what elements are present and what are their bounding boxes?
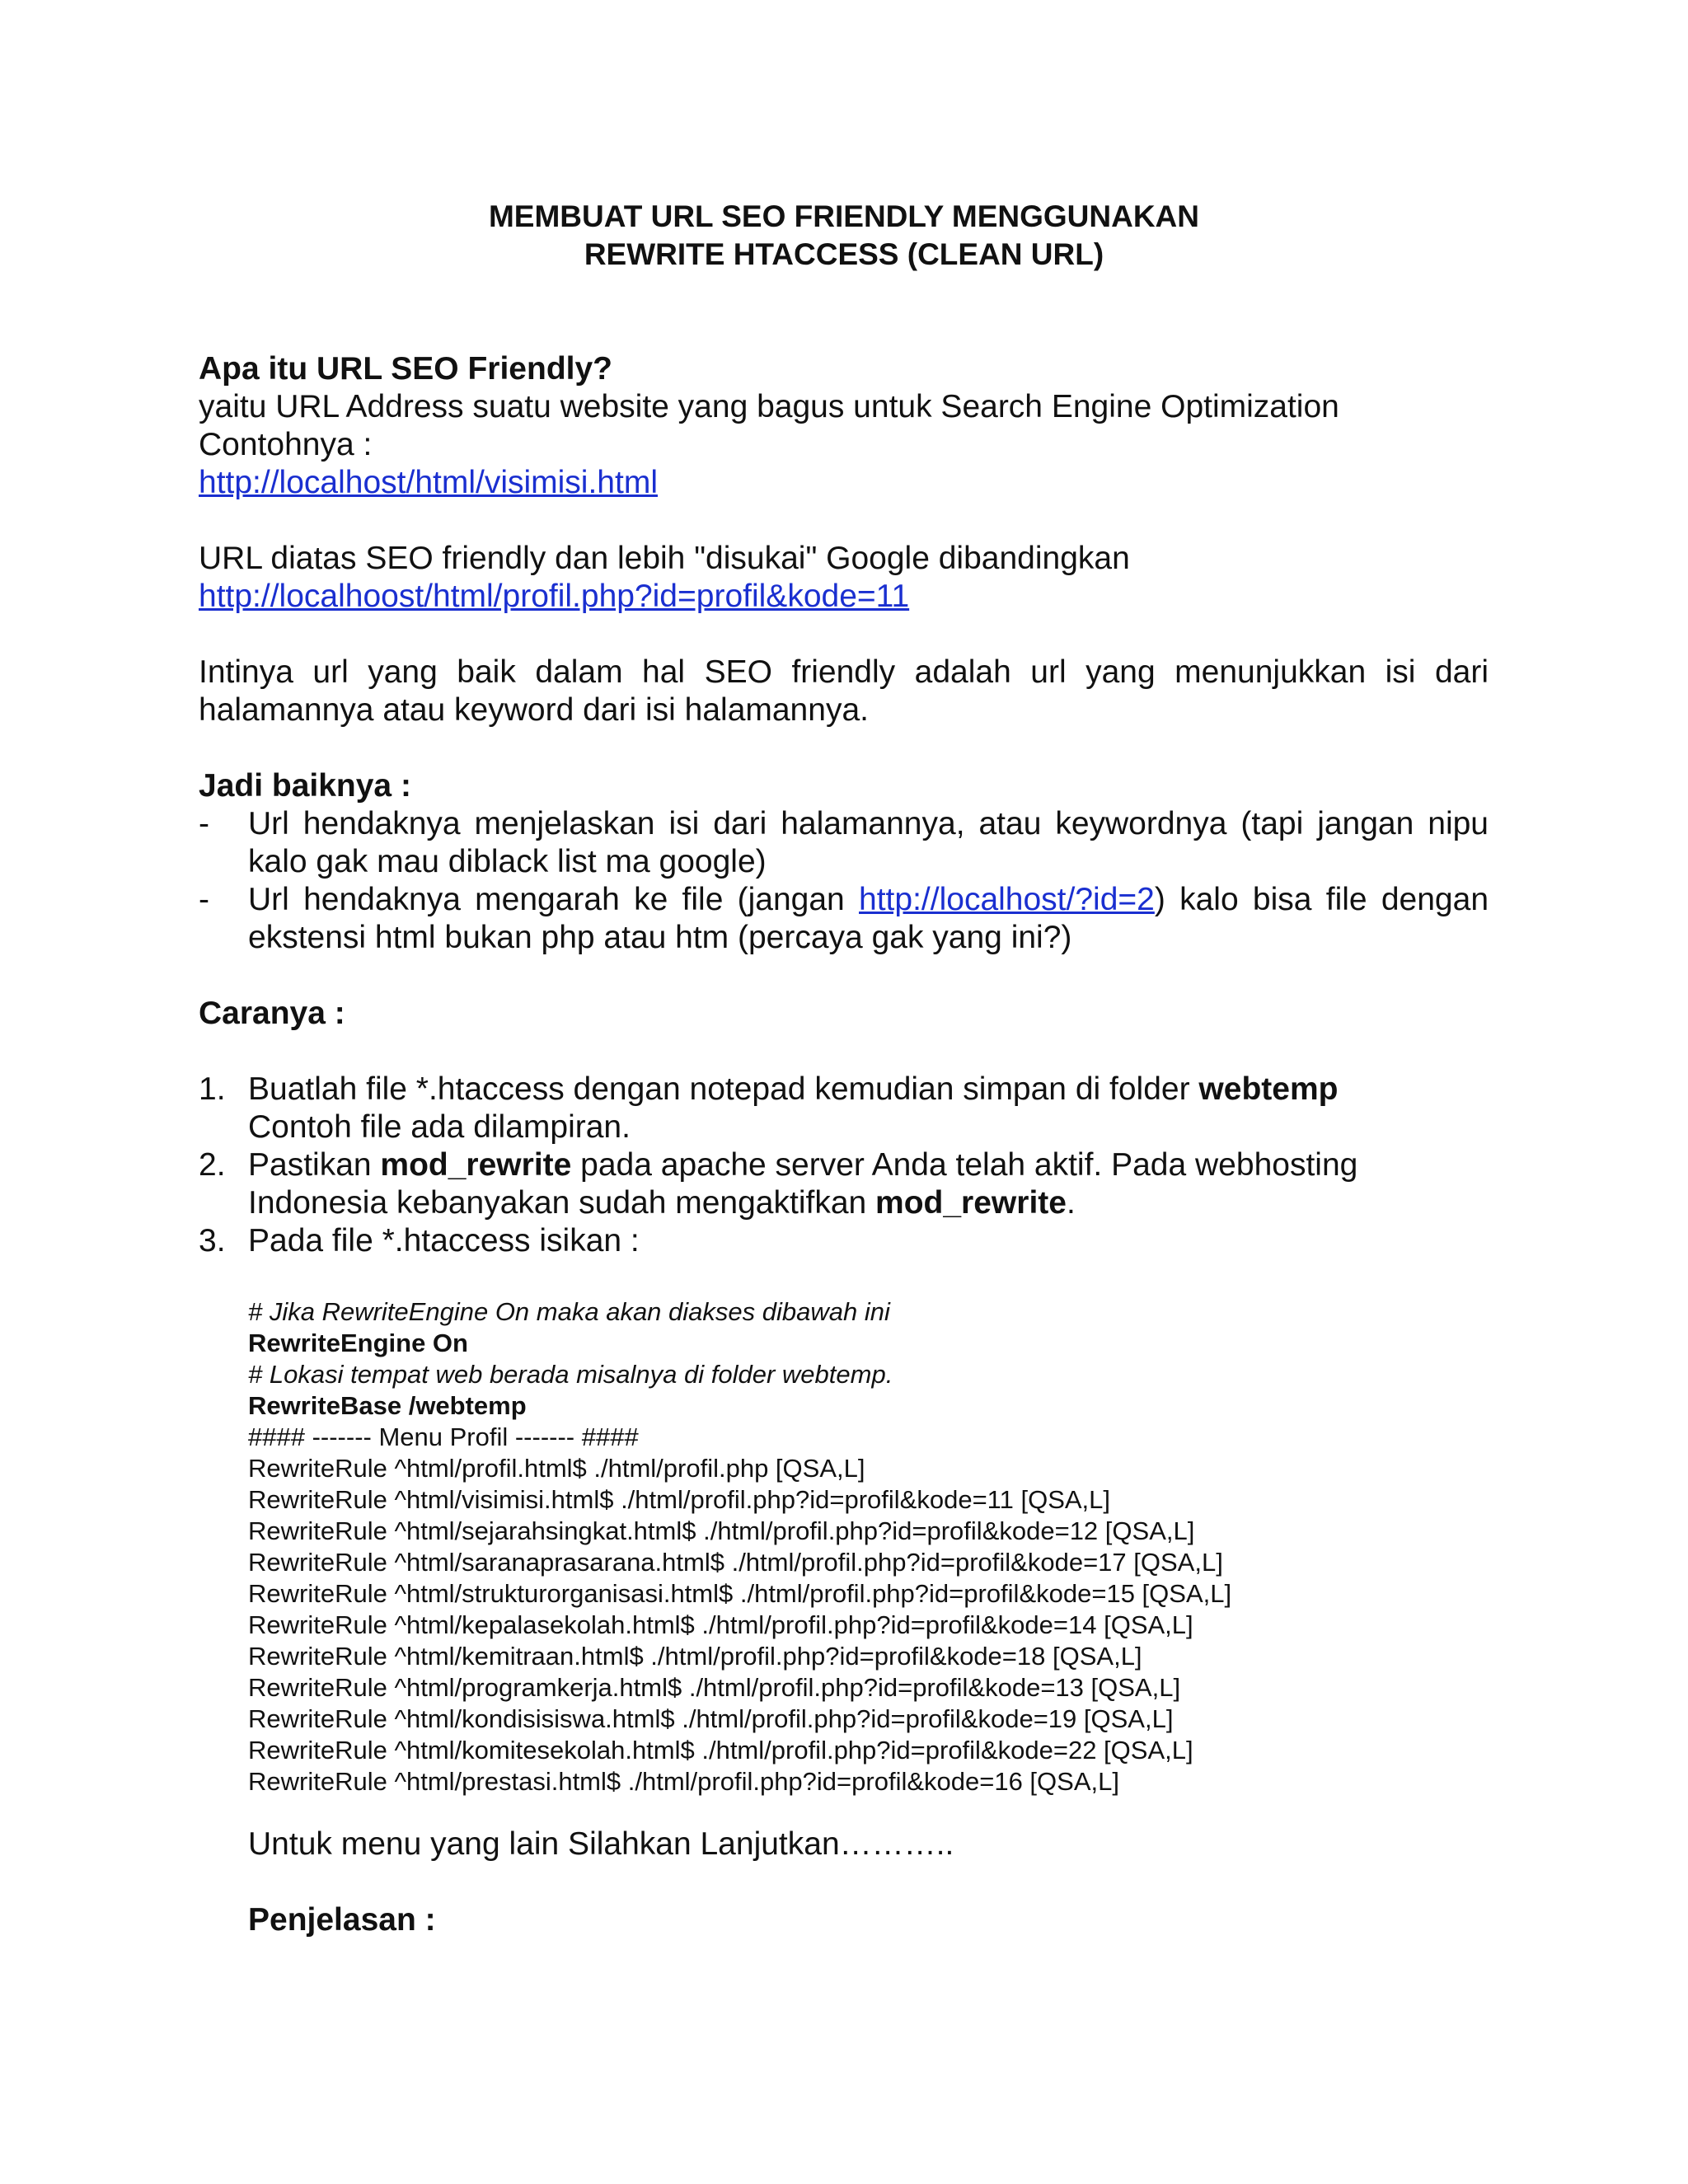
- step-2-post: .: [1066, 1185, 1076, 1221]
- document-title: [0, 198, 1688, 274]
- step-number: 3.: [199, 1223, 226, 1258]
- code-rewrite-engine: RewriteEngine On: [248, 1329, 468, 1357]
- document-body: [199, 350, 1489, 1939]
- continue-text: Untuk menu yang lain Silahkan Lanjutkan………..: [248, 1826, 954, 1862]
- code-comment-location: # Lokasi tempat web berada misalnya di folder webtemp.: [248, 1360, 893, 1389]
- code-rewrite-base: RewriteBase /webtemp: [248, 1391, 527, 1420]
- bullet-2-pre: Url hendaknya mengarah ke file (jangan: [248, 882, 860, 917]
- htaccess-code-block: [248, 1296, 1489, 1797]
- code-rewrite-rule: RewriteRule ^html/kepalasekolah.html$ ./html/profil.php?id=profil&kode=14 [QSA,L]: [248, 1610, 1193, 1639]
- comparison-text: URL diatas SEO friendly dan lebih "disukai" Google dibandingkan: [199, 541, 1130, 576]
- code-rewrite-rule: RewriteRule ^html/prestasi.html$ ./html/profil.php?id=profil&kode=16 [QSA,L]: [248, 1767, 1119, 1796]
- step-1-text: Buatlah file *.htaccess dengan notepad kemudian simpan di folder: [248, 1071, 1199, 1107]
- step-item-1: [199, 1071, 1489, 1146]
- title-line-2: REWRITE HTACCESS (CLEAN URL): [584, 237, 1104, 271]
- bullet-text-2: [248, 881, 1489, 957]
- code-rewrite-rule: RewriteRule ^html/kemitraan.html$ ./html/profil.php?id=profil&kode=18 [QSA,L]: [248, 1642, 1142, 1671]
- summary-paragraph: Intinya url yang baik dalam hal SEO friendly adalah url yang menunjukkan isi dari halamannya atau keyword dari isi halamannya.: [199, 654, 1489, 728]
- code-rewrite-rule: RewriteRule ^html/sejarahsingkat.html$ ./html/profil.php?id=profil&kode=12 [QSA,L]: [248, 1516, 1195, 1545]
- code-rewrite-rule: RewriteRule ^html/kondisisiswa.html$ ./html/profil.php?id=profil&kode=19 [QSA,L]: [248, 1704, 1174, 1733]
- title-line-1: MEMBUAT URL SEO FRIENDLY MENGGUNAKAN: [488, 199, 1199, 233]
- step-2-mid: pada apache server Anda telah aktif. Pada webhosting Indonesia kebanyakan sudah mengaktifkan: [248, 1147, 1358, 1221]
- definition-text: yaitu URL Address suatu website yang bagus untuk Search Engine Optimization: [199, 389, 1339, 424]
- bullet-mark: -: [199, 806, 209, 841]
- list-item: [199, 805, 1489, 881]
- code-rewrite-rule: RewriteRule ^html/visimisi.html$ ./html/profil.php?id=profil&kode=11 [QSA,L]: [248, 1485, 1111, 1514]
- step-1-folder: webtemp: [1198, 1071, 1339, 1107]
- step-number: 1.: [199, 1071, 226, 1107]
- code-menu-comment: #### ------- Menu Profil ------- ####: [248, 1422, 639, 1451]
- section-heading-caranya: Caranya :: [199, 996, 345, 1031]
- step-item-2: [199, 1146, 1489, 1222]
- section-heading-seo-friendly: Apa itu URL SEO Friendly?: [199, 351, 612, 387]
- code-rewrite-rule: RewriteRule ^html/saranaprasarana.html$ ./html/profil.php?id=profil&kode=17 [QSA,L]: [248, 1548, 1223, 1577]
- bullet-text-1: Url hendaknya menjelaskan isi dari halamannya, atau keywordnya (tapi jangan nipu kalo gak mau diblack list ma google): [248, 806, 1489, 879]
- list-item: [199, 881, 1489, 957]
- code-rewrite-rule: RewriteRule ^html/profil.html$ ./html/profil.php [QSA,L]: [248, 1454, 865, 1483]
- localhost-id-link[interactable]: http://localhost/?id=2: [859, 882, 1155, 917]
- example-label: Contohnya :: [199, 427, 373, 462]
- step-item-3: [199, 1222, 1489, 1260]
- step-number: 2.: [199, 1147, 226, 1183]
- code-rewrite-rule: RewriteRule ^html/komitesekolah.html$ ./html/profil.php?id=profil&kode=22 [QSA,L]: [248, 1736, 1193, 1765]
- code-rewrite-rule: RewriteRule ^html/strukturorganisasi.html$ ./html/profil.php?id=profil&kode=15 [QSA,L]: [248, 1579, 1232, 1608]
- step-2-bold-2: mod_rewrite: [875, 1185, 1067, 1221]
- step-2-bold-1: mod_rewrite: [380, 1147, 572, 1183]
- code-comment-engine: # Jika RewriteEngine On maka akan diakses dibawah ini: [248, 1297, 890, 1326]
- step-3-text: Pada file *.htaccess isikan :: [248, 1223, 640, 1258]
- section-heading-penjelasan: Penjelasan :: [248, 1902, 436, 1938]
- bullet-2-post: ) kalo bisa file dengan ekstensi html bukan php atau htm (percaya gak yang ini?): [248, 882, 1489, 955]
- section-heading-jadi-baiknya: Jadi baiknya :: [199, 768, 411, 804]
- step-2-pre: Pastikan: [248, 1147, 381, 1183]
- example-link-profil-php[interactable]: http://localhoost/html/profil.php?id=profil&kode=11: [199, 579, 910, 614]
- code-rewrite-rule: RewriteRule ^html/programkerja.html$ ./html/profil.php?id=profil&kode=13 [QSA,L]: [248, 1673, 1181, 1702]
- example-link-visimisi[interactable]: http://localhost/html/visimisi.html: [199, 465, 658, 500]
- step-1-line-2: Contoh file ada dilampiran.: [248, 1109, 631, 1145]
- bullet-mark: -: [199, 882, 209, 917]
